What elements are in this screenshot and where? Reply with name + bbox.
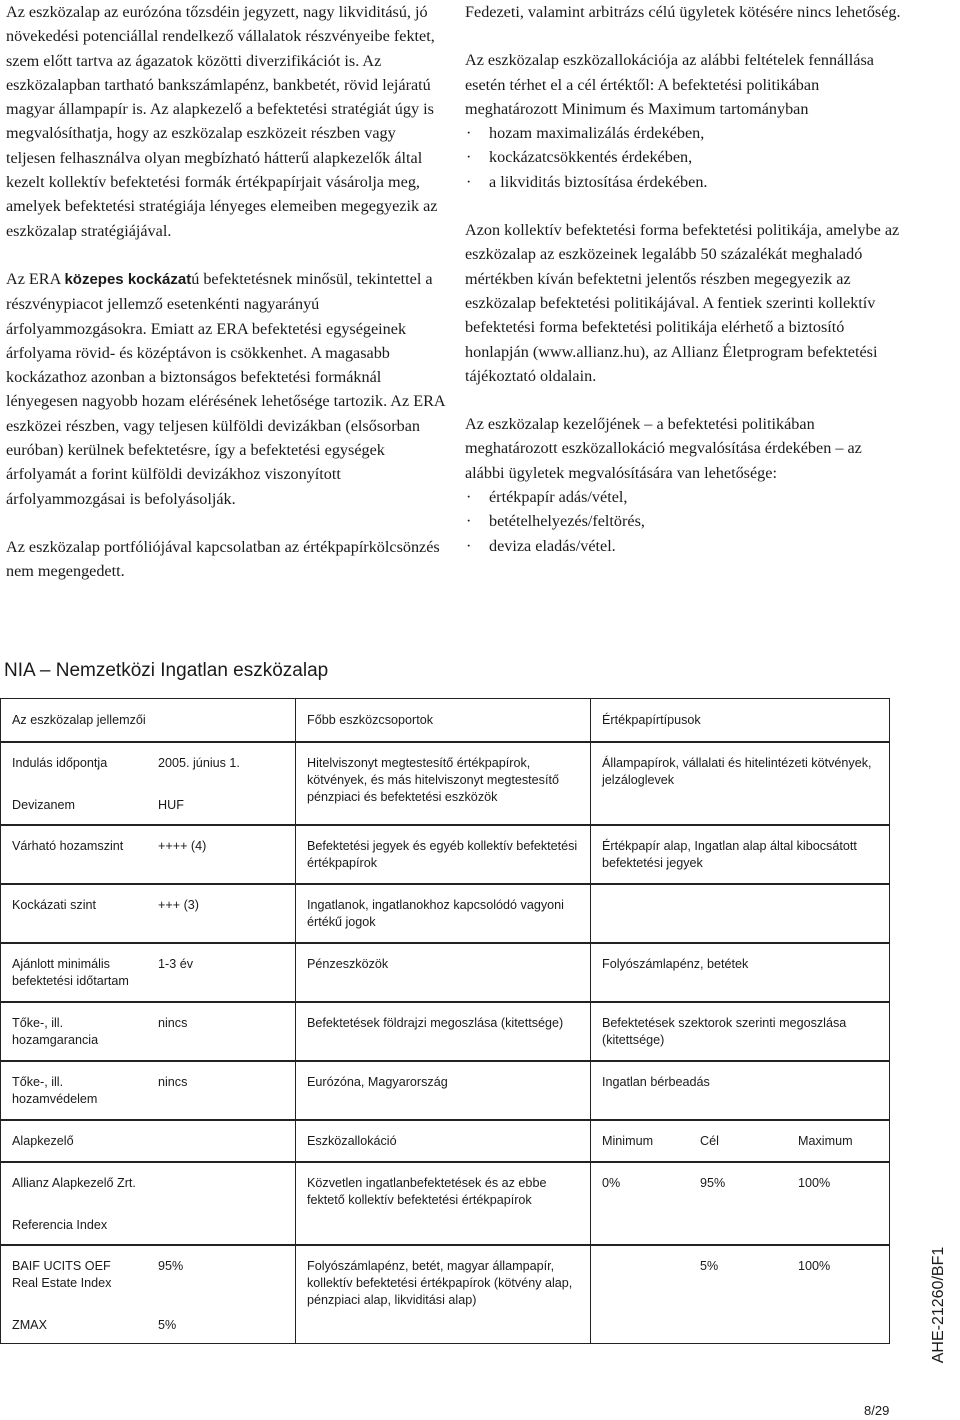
table-row xyxy=(0,1002,890,1061)
maximum-header: Maximum xyxy=(798,1134,853,1148)
list-item: · hozam maximalizálás érdekében, xyxy=(465,121,905,145)
left-paragraph-2 xyxy=(6,267,446,511)
allocation-reasons-list xyxy=(465,121,905,194)
risk-level-label: Kockázati szint xyxy=(12,898,96,912)
benchmark-index-2: ZMAX xyxy=(12,1318,47,1332)
right-paragraph-4: Az eszközalap kezelőjének – a befektetési politikában meghatározott eszközallokáció megvalósítása érdekében – az alábbi ügyletek megvalósítására van lehetősége: xyxy=(465,415,862,482)
allocation-cell: Folyószámlapénz, betét, magyar állampapír, kollektív befektetési értékpapírok (kötvény alap, pénzpiaci alap, likviditási alap) xyxy=(307,1259,573,1307)
asset-group-cell: Eurózóna, Magyarország xyxy=(307,1075,448,1089)
risk-level-value: +++ (3) xyxy=(158,898,199,912)
table-header-row xyxy=(0,698,890,742)
right-paragraph-2: Az eszközalap eszközallokációja az alábbi feltételek fennállása esetén térhet el a cél értéktől: A befektetési politikában meghatározott Minimum és Maximum tartományban xyxy=(465,51,874,118)
capital-protection-label: Tőke-, ill. hozamvédelem xyxy=(12,1075,98,1106)
allocation-minimum: 0% xyxy=(602,1176,621,1190)
allocation-header: Eszközallokáció xyxy=(307,1134,397,1148)
asset-group-cell: Befektetési jegyek és egyéb kollektív befektetési értékpapírok xyxy=(307,839,578,870)
benchmark-index-1-weight: 95% xyxy=(158,1259,184,1273)
allocation-maximum: 100% xyxy=(798,1259,831,1273)
asset-group-cell: Befektetések földrajzi megoszlása (kitettsége) xyxy=(307,1016,564,1030)
left-text-column xyxy=(6,0,446,608)
security-type-cell: Értékpapír alap, Ingatlan alap által kibocsátott befektetési jegyek xyxy=(602,839,857,870)
document-code xyxy=(924,1240,954,1370)
left-paragraph-1: Az eszközalap az eurózóna tőzsdéin jegyzett, nagy likviditású, jó növekedési potenciállal rendelkező vállalatok részvényeibe fektet, szem előtt tartva az ágazatok közötti diverzifikációt is. Az eszközalapban tartható bankszámlapénz, bankbetét, rövid lejáratú magyar állampapír is. Az alapkezelő a befektetési stratégiát úgy is megvalósíthatja, hogy az eszközalap eszközeit részben vagy teljesen felhasználva olyan megbízható hátterű alapkezelők által kezelt kollektív befektetési formák értékpapírjait vásárolja meg, amelyek befektetési stratégiája lényeges elemeiben megegyezik az eszközalap stratégiájával. xyxy=(6,3,438,240)
security-type-cell: Befektetések szektorok szerinti megoszlása (kitettsége) xyxy=(602,1016,847,1047)
list-item: · értékpapír adás/vétel, xyxy=(465,485,905,509)
benchmark-index-1: BAIF UCITS OEF Real Estate Index xyxy=(12,1259,112,1290)
benchmark-label: Referencia Index xyxy=(12,1218,108,1232)
section-title: NIA – Nemzetközi Ingatlan eszközalap xyxy=(4,660,329,681)
table-row xyxy=(0,884,890,943)
document-code-text: AHE-21260/BF1 xyxy=(930,1246,947,1364)
right-paragraph-1: Fedezeti, valamint arbitrázs célú ügyletek kötésére nincs lehetőség. xyxy=(465,3,901,21)
right-text-column xyxy=(465,0,905,558)
asset-group-cell: Pénzeszközök xyxy=(307,957,389,971)
right-paragraph-3: Azon kollektív befektetési forma befektetési politikája, amelybe az eszközalap az eszközeinek legalább 50 százalékát meghaladó mértékben kíván befektetni jelentős részben megegyezik az eszközalap befektetési politikájával. A fentiek szerinti kollektív befektetési forma befektetési politikája elérhető a biztosító honlapján (www.allianz.hu), az Allianz Életprogram befektetési tájékoztató oldalain. xyxy=(465,221,900,385)
expected-return-value: ++++ (4) xyxy=(158,839,207,853)
table-row xyxy=(0,742,890,825)
left-paragraph-2-rest: ú befektetésnek minősül, tekintettel a részvénypiacot jellemző esetenkénti nagyarányú árfolyammozgásokra. Emiatt az ERA befektetési egységeinek árfolyama rövid- és középtávon is csökkenhet. A magasabb kockázathoz azonban a biztonságos befektetési formáknál lényegesen nagyobb hozam elérésének lehetősége tartozik. Az ERA eszközei részben, vagy teljesen külföldi devizákban (elsősorban euróban) kerülnek befektetésre, így a befektetési egységek árfolyamát a forint külföldi devizákhoz viszonyított árfolyammozgásai is befolyásolják. xyxy=(6,269,445,508)
table-row xyxy=(0,825,890,884)
allocation-maximum: 100% xyxy=(798,1176,831,1190)
page-number: 8/29 xyxy=(864,1403,890,1418)
investment-horizon-value: 1-3 év xyxy=(158,957,194,971)
table-row xyxy=(0,1061,890,1120)
list-item: · betételhelyezés/feltörés, xyxy=(465,509,905,533)
allocation-target: 5% xyxy=(700,1259,719,1273)
capital-guarantee-value: nincs xyxy=(158,1016,188,1030)
start-date-label: Indulás időpontja xyxy=(12,756,108,770)
transaction-types-list xyxy=(465,485,905,558)
manager-header: Alapkezelő xyxy=(12,1134,74,1148)
asset-group-cell: Hitelviszonyt megtestesítő értékpapírok, kötvények, és más hitelviszonyt megtestesítő pénzpiaci és befektetési eszközök xyxy=(307,756,559,804)
expected-return-label: Várható hozamszint xyxy=(12,839,124,853)
benchmark-index-2-weight: 5% xyxy=(158,1318,177,1332)
security-type-cell: Folyószámlapénz, betétek xyxy=(602,957,749,971)
start-date-value: 2005. június 1. xyxy=(158,756,240,770)
capital-guarantee-label: Tőke-, ill. hozamgarancia xyxy=(12,1016,99,1047)
allocation-cell: Közvetlen ingatlanbefektetések és az ebbe fektető kollektív befektetési értékpapírok xyxy=(307,1176,547,1207)
table-row xyxy=(0,1162,890,1245)
header-characteristics: Az eszközalap jellemzői xyxy=(12,713,146,727)
allocation-target: 95% xyxy=(700,1176,726,1190)
list-item: · kockázatcsökkentés érdekében, xyxy=(465,145,905,169)
left-paragraph-2-start: Az ERA xyxy=(6,269,65,288)
table-row xyxy=(0,943,890,1002)
table-row xyxy=(0,1245,890,1344)
left-paragraph-3: Az eszközalap portfóliójával kapcsolatban az értékpapírkölcsönzés nem megengedett. xyxy=(6,537,440,581)
minimum-header: Minimum xyxy=(602,1134,654,1148)
security-type-cell: Ingatlan bérbeadás xyxy=(602,1075,710,1089)
fund-manager-name: Allianz Alapkezelő Zrt. xyxy=(12,1176,136,1190)
list-item: · a likviditás biztosítása érdekében. xyxy=(465,170,905,194)
asset-group-cell: Ingatlanok, ingatlanokhoz kapcsolódó vagyoni értékű jogok xyxy=(307,898,564,929)
list-item: · deviza eladás/vétel. xyxy=(465,534,905,558)
capital-protection-value: nincs xyxy=(158,1075,188,1089)
header-security-types: Értékpapírtípusok xyxy=(602,713,701,727)
header-asset-groups: Főbb eszközcsoportok xyxy=(307,713,433,727)
currency-value: HUF xyxy=(158,798,184,812)
allocation-header-row xyxy=(0,1120,890,1162)
target-header: Cél xyxy=(700,1134,719,1148)
security-type-cell: Állampapírok, vállalati és hitelintézeti kötvények, jelzáloglevek xyxy=(602,756,872,787)
investment-horizon-label: Ajánlott minimális befektetési időtartam xyxy=(12,957,129,988)
currency-label: Devizanem xyxy=(12,798,75,812)
risk-level-emphasis: közepes kockázat xyxy=(64,270,192,288)
